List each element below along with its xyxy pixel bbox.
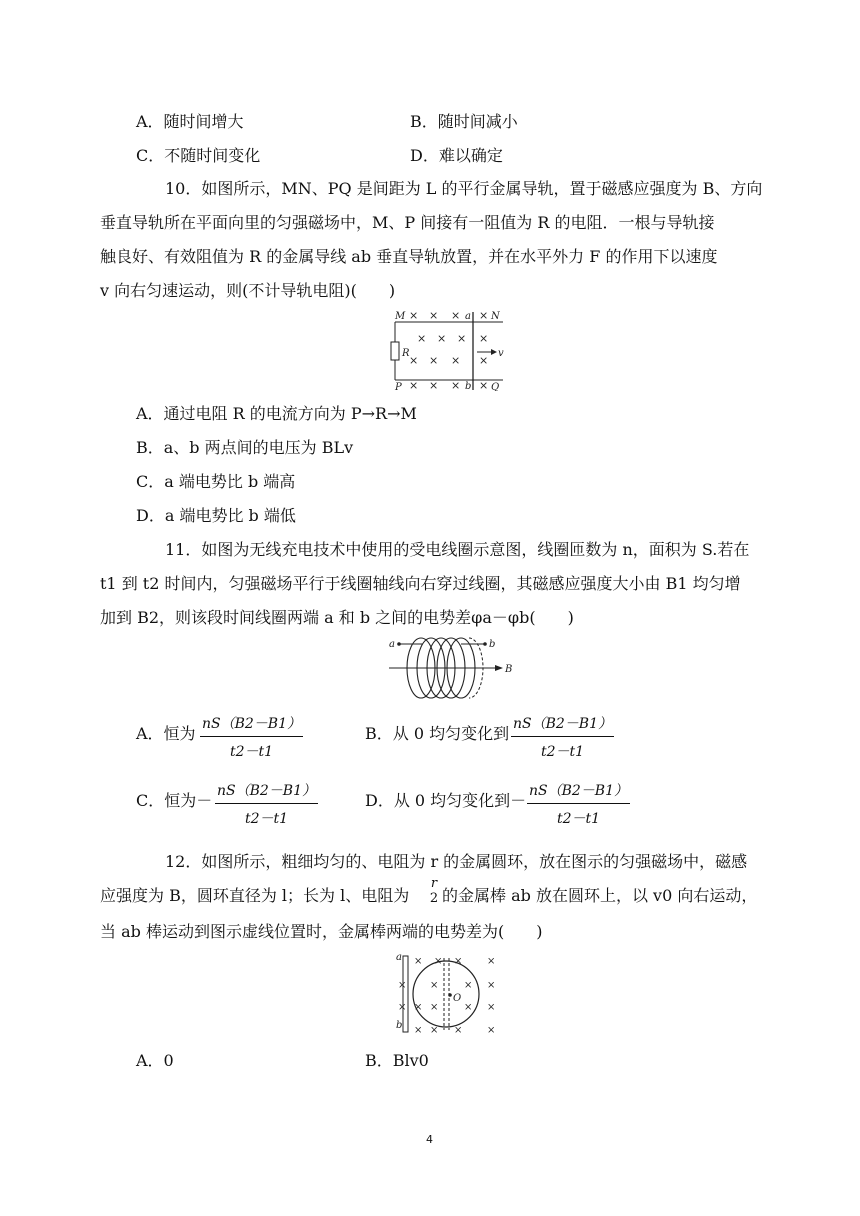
label-b: b bbox=[396, 1020, 403, 1031]
q10-option-c: C．a 端电势比 b 端高 bbox=[136, 472, 296, 491]
label-B: B bbox=[505, 664, 513, 675]
q9-option-c: C．不随时间变化 bbox=[136, 146, 261, 165]
svg-text:×: × bbox=[437, 332, 447, 345]
svg-text:×: × bbox=[454, 956, 463, 967]
svg-text:×: × bbox=[434, 956, 443, 967]
label-a: a bbox=[396, 952, 402, 963]
svg-text:×: × bbox=[430, 1002, 439, 1013]
q11-stem-line3: 加到 B2，则该段时间线圈两端 a 和 b 之间的电势差φa－φb( ) bbox=[100, 608, 574, 627]
svg-text:×: × bbox=[479, 309, 489, 322]
q9-option-d: D．难以确定 bbox=[410, 146, 503, 165]
svg-text:×: × bbox=[454, 1025, 463, 1036]
q10-stem-line4: v 向右匀速运动，则(不计导轨电阻)( ) bbox=[100, 281, 396, 300]
q11-option-b-fraction: nS（B2－B1） t2－t1 bbox=[513, 716, 612, 760]
q12-stem-line2a: 应强度为 B，圆环直径为 l；长为 l、电阻为 bbox=[100, 886, 410, 905]
svg-text:×: × bbox=[409, 309, 419, 322]
svg-text:×: × bbox=[451, 354, 461, 367]
q11-stem-line1: 11．如图为无线充电技术中使用的受电线圈示意图，线圈匝数为 n，面积为 S.若在 bbox=[165, 540, 750, 559]
svg-text:×: × bbox=[487, 1025, 496, 1036]
q11-option-a-prefix: A．恒为 bbox=[136, 724, 196, 743]
q10-option-d: D．a 端电势比 b 端低 bbox=[136, 506, 296, 525]
q12-ring-figure bbox=[392, 950, 502, 1036]
q10-stem-line2: 垂直导轨所在平面向里的匀强磁场中，M、P 间接有一阻值为 R 的电阻．一根与导轨接 bbox=[100, 213, 715, 232]
q11-option-a-fraction: nS（B2－B1） t2－t1 bbox=[202, 716, 301, 760]
svg-text:×: × bbox=[398, 980, 407, 991]
svg-text:×: × bbox=[487, 980, 496, 991]
q11-option-d-prefix: D．从 0 均匀变化到－ bbox=[365, 791, 527, 810]
svg-text:×: × bbox=[430, 980, 439, 991]
svg-text:×: × bbox=[457, 332, 467, 345]
svg-text:×: × bbox=[398, 1002, 407, 1013]
label-R: R bbox=[402, 348, 410, 359]
svg-text:×: × bbox=[409, 354, 419, 367]
label-M: M bbox=[395, 311, 406, 322]
label-Q: Q bbox=[491, 382, 500, 391]
q9-option-b: B．随时间减小 bbox=[410, 112, 518, 131]
q11-coil-figure bbox=[385, 632, 515, 704]
svg-text:×: × bbox=[414, 1025, 423, 1036]
label-N: N bbox=[491, 311, 500, 322]
svg-text:×: × bbox=[464, 980, 473, 991]
q10-option-b: B．a、b 两点间的电压为 BLv bbox=[136, 438, 354, 457]
label-b: b bbox=[465, 381, 472, 391]
q12-stem-line3: 当 ab 棒运动到图示虚线位置时，金属棒两端的电势差为( ) bbox=[100, 922, 543, 941]
label-v: v bbox=[498, 348, 504, 359]
q10-option-a: A．通过电阻 R 的电流方向为 P→R→M bbox=[136, 404, 417, 423]
metal-ring bbox=[413, 961, 479, 1027]
svg-text:×: × bbox=[451, 379, 461, 391]
svg-text:×: × bbox=[479, 332, 489, 345]
svg-text:×: × bbox=[430, 1025, 439, 1036]
arrow-right-icon bbox=[495, 665, 503, 671]
svg-text:×: × bbox=[417, 332, 427, 345]
page-number: 4 bbox=[426, 1133, 433, 1146]
q10-stem-line3: 触良好、有效阻值为 R 的金属导线 ab 垂直导轨放置，并在水平外力 F 的作用下以速度 bbox=[100, 247, 718, 266]
svg-text:×: × bbox=[429, 354, 439, 367]
resistor-icon bbox=[391, 342, 399, 360]
svg-text:×: × bbox=[479, 354, 489, 367]
label-O: O bbox=[453, 993, 462, 1004]
q10-stem-line1: 10．如图所示，MN、PQ 是间距为 L 的平行金属导轨，置于磁感应强度为 B、方向 bbox=[165, 179, 763, 198]
label-b: b bbox=[489, 639, 496, 650]
svg-text:×: × bbox=[429, 379, 439, 391]
svg-text:×: × bbox=[429, 309, 439, 322]
svg-text:×: × bbox=[464, 1002, 473, 1013]
q12-stem-line1: 12．如图所示，粗细均匀的、电阻为 r 的金属圆环，放在图示的匀强磁场中，磁感 bbox=[165, 852, 748, 871]
svg-text:×: × bbox=[414, 1002, 423, 1013]
svg-text:×: × bbox=[409, 379, 419, 391]
q11-option-d-fraction: nS（B2－B1） t2－t1 bbox=[529, 783, 628, 827]
q11-stem-line2: t1 到 t2 时间内，匀强磁场平行于线圈轴线向右穿过线圈，其磁感应强度大小由 B1 均匀增 bbox=[100, 574, 741, 593]
label-P: P bbox=[395, 382, 402, 391]
q11-option-c-prefix: C．恒为－ bbox=[136, 791, 213, 810]
arrow-right-icon bbox=[491, 349, 497, 355]
svg-text:×: × bbox=[487, 956, 496, 967]
q12-stem-line2b: 的金属棒 ab 放在圆环上，以 v0 向右运动， bbox=[442, 886, 758, 905]
q11-option-c-fraction: nS（B2－B1） t2－t1 bbox=[217, 783, 316, 827]
q10-rail-figure bbox=[385, 306, 505, 391]
svg-text:×: × bbox=[414, 956, 423, 967]
q9-option-a: A．随时间增大 bbox=[136, 112, 244, 131]
q12-option-b: B．Blv0 bbox=[365, 1051, 429, 1070]
label-a: a bbox=[465, 311, 471, 322]
rod-ab bbox=[403, 956, 408, 1032]
svg-text:×: × bbox=[451, 309, 461, 322]
svg-text:×: × bbox=[487, 1002, 496, 1013]
svg-text:×: × bbox=[479, 379, 489, 391]
q12-option-a: A．0 bbox=[136, 1051, 174, 1070]
label-a: a bbox=[389, 639, 395, 650]
q12-fraction: r 2 bbox=[429, 876, 439, 906]
q11-option-b-prefix: B．从 0 均匀变化到 bbox=[365, 724, 510, 743]
